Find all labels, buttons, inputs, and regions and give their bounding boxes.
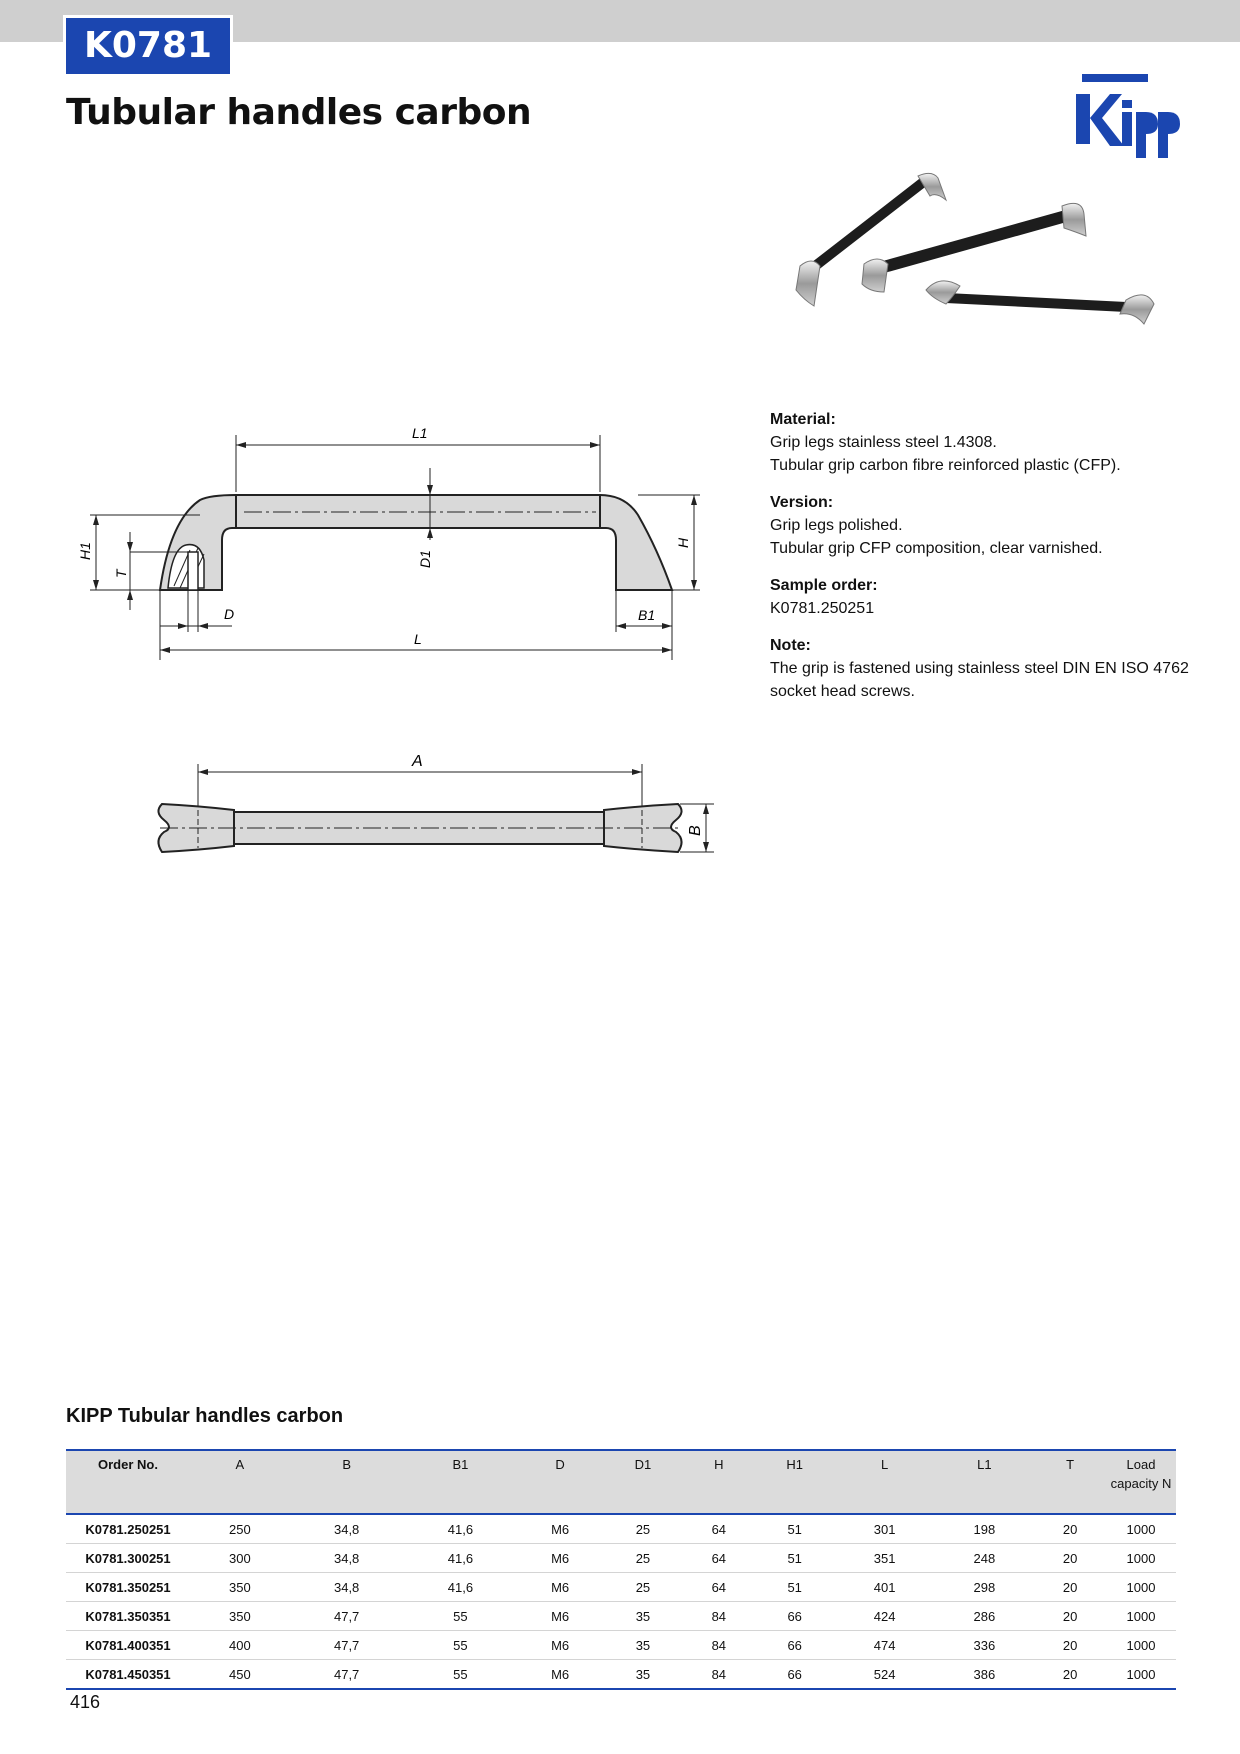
cell: 20: [1034, 1631, 1106, 1660]
cell: 1000: [1106, 1602, 1176, 1631]
table-title: KIPP Tubular handles carbon: [66, 1405, 344, 1427]
cell-order-no: K0781.400351: [66, 1631, 190, 1660]
spec-line: K0781.250251: [770, 600, 875, 617]
cell: 55: [404, 1631, 518, 1660]
cell: 64: [683, 1544, 755, 1573]
dim-label-b1: B1: [638, 607, 656, 623]
cell-order-no: K0781.350351: [66, 1602, 190, 1631]
cell: 198: [934, 1514, 1034, 1544]
cell: 20: [1034, 1602, 1106, 1631]
cell-order-no: K0781.450351: [66, 1660, 190, 1690]
table-row: [66, 1660, 1176, 1690]
cell: 400: [190, 1631, 290, 1660]
cell: 64: [683, 1514, 755, 1544]
cell: 35: [603, 1602, 683, 1631]
cell: 47,7: [290, 1631, 404, 1660]
kipp-logo: [1072, 72, 1184, 158]
cell: 25: [603, 1573, 683, 1602]
spec-heading: Sample order:: [770, 577, 878, 594]
cell-order-no: K0781.250251: [66, 1514, 190, 1544]
cell: 474: [835, 1631, 935, 1660]
column-header-t: T: [1066, 1457, 1075, 1472]
column-header-h: H: [714, 1457, 724, 1472]
dim-label-d1: D1: [417, 550, 433, 568]
cell: 51: [755, 1573, 835, 1602]
dim-label-b: B: [687, 825, 704, 836]
column-header-d1: D1: [634, 1457, 652, 1472]
cell: 34,8: [290, 1573, 404, 1602]
spec-line: Tubular grip carbon fibre reinforced plastic (CFP).: [770, 457, 1121, 474]
cell: 336: [934, 1631, 1034, 1660]
cell: 20: [1034, 1544, 1106, 1573]
table-row: [66, 1631, 1176, 1660]
cell: 20: [1034, 1660, 1106, 1690]
cell: 401: [835, 1573, 935, 1602]
cell: 1000: [1106, 1573, 1176, 1602]
cell: 1000: [1106, 1514, 1176, 1544]
spec-heading: Version:: [770, 494, 834, 511]
cell: 298: [934, 1573, 1034, 1602]
cell: 41,6: [404, 1514, 518, 1544]
column-header-order-no: Order No.: [98, 1457, 158, 1472]
dim-label-h1: H1: [77, 542, 93, 560]
dim-label-t: T: [113, 569, 129, 578]
cell: 64: [683, 1573, 755, 1602]
column-header-b1: B1: [452, 1457, 469, 1472]
cell: 66: [755, 1631, 835, 1660]
spec-line: The grip is fastened using stainless steel DIN EN ISO 4762: [770, 660, 1189, 677]
cell: 35: [603, 1631, 683, 1660]
top-view-drawing: [140, 750, 720, 880]
cell: 47,7: [290, 1602, 404, 1631]
cell: 47,7: [290, 1660, 404, 1690]
cell-order-no: K0781.350251: [66, 1573, 190, 1602]
cell: 20: [1034, 1573, 1106, 1602]
column-header-b: B: [342, 1457, 351, 1472]
dim-label-l: L: [414, 631, 422, 647]
cell: 350: [190, 1602, 290, 1631]
spec-line: Tubular grip CFP composition, clear varnished.: [770, 540, 1103, 557]
table-header-row: [66, 1450, 1176, 1514]
cell: 35: [603, 1660, 683, 1690]
dim-label-a: A: [412, 753, 423, 770]
spec-note: [770, 634, 1190, 703]
cell: M6: [517, 1660, 603, 1690]
cell: 51: [755, 1514, 835, 1544]
spec-sample-order: [770, 574, 1190, 620]
cell: 84: [683, 1631, 755, 1660]
cell: 1000: [1106, 1631, 1176, 1660]
cell: 1000: [1106, 1544, 1176, 1573]
cell: 424: [835, 1602, 935, 1631]
specifications: [770, 408, 1190, 717]
column-header-l1: L1: [977, 1457, 992, 1472]
cell: 41,6: [404, 1573, 518, 1602]
cell: 66: [755, 1660, 835, 1690]
cell: M6: [517, 1602, 603, 1631]
cell: 66: [755, 1602, 835, 1631]
table-row: [66, 1514, 1176, 1544]
cell: 300: [190, 1544, 290, 1573]
spec-line: Grip legs polished.: [770, 517, 903, 534]
cell: 250: [190, 1514, 290, 1544]
cell: 25: [603, 1544, 683, 1573]
column-header-h1: H1: [786, 1457, 803, 1472]
table-row: [66, 1602, 1176, 1631]
cell: 350: [190, 1573, 290, 1602]
cell: 51: [755, 1544, 835, 1573]
cell: 55: [404, 1660, 518, 1690]
cell: M6: [517, 1573, 603, 1602]
cell: M6: [517, 1514, 603, 1544]
dimensions-table: [66, 1449, 1176, 1690]
cell: 1000: [1106, 1660, 1176, 1690]
column-header-d: D: [555, 1457, 565, 1472]
page-title: Tubular handles carbon: [66, 92, 532, 133]
spec-material: [770, 408, 1190, 477]
cell: 248: [934, 1544, 1034, 1573]
spec-version: [770, 491, 1190, 560]
cell: 450: [190, 1660, 290, 1690]
spec-heading: Material:: [770, 411, 836, 428]
dim-label-h: H: [675, 537, 691, 548]
table-row: [66, 1573, 1176, 1602]
cell: 20: [1034, 1514, 1106, 1544]
cell: 34,8: [290, 1544, 404, 1573]
cell: 386: [934, 1660, 1034, 1690]
cell: M6: [517, 1631, 603, 1660]
spec-line: socket head screws.: [770, 683, 915, 700]
spec-line: Grip legs stainless steel 1.4308.: [770, 434, 997, 451]
cell: 84: [683, 1660, 755, 1690]
cell: 301: [835, 1514, 935, 1544]
cell: 25: [603, 1514, 683, 1544]
spec-heading: Note:: [770, 637, 811, 654]
cell: 524: [835, 1660, 935, 1690]
cell-order-no: K0781.300251: [66, 1544, 190, 1573]
cell: 286: [934, 1602, 1034, 1631]
cell: 351: [835, 1544, 935, 1573]
dim-label-d: D: [224, 606, 235, 622]
cell: M6: [517, 1544, 603, 1573]
cell: 34,8: [290, 1514, 404, 1544]
product-photo: [776, 170, 1156, 370]
product-code-badge: K0781: [66, 18, 230, 74]
page-number: 416: [70, 1692, 101, 1712]
dim-label-l1: L1: [412, 425, 428, 441]
cell: 84: [683, 1602, 755, 1631]
cell: 55: [404, 1602, 518, 1631]
cell: 41,6: [404, 1544, 518, 1573]
column-header-load-capacity: Load capacity N: [1110, 1457, 1172, 1491]
column-header-a: A: [235, 1457, 245, 1472]
side-view-drawing: [60, 400, 740, 670]
table-row: [66, 1544, 1176, 1573]
column-header-l: L: [880, 1457, 889, 1472]
